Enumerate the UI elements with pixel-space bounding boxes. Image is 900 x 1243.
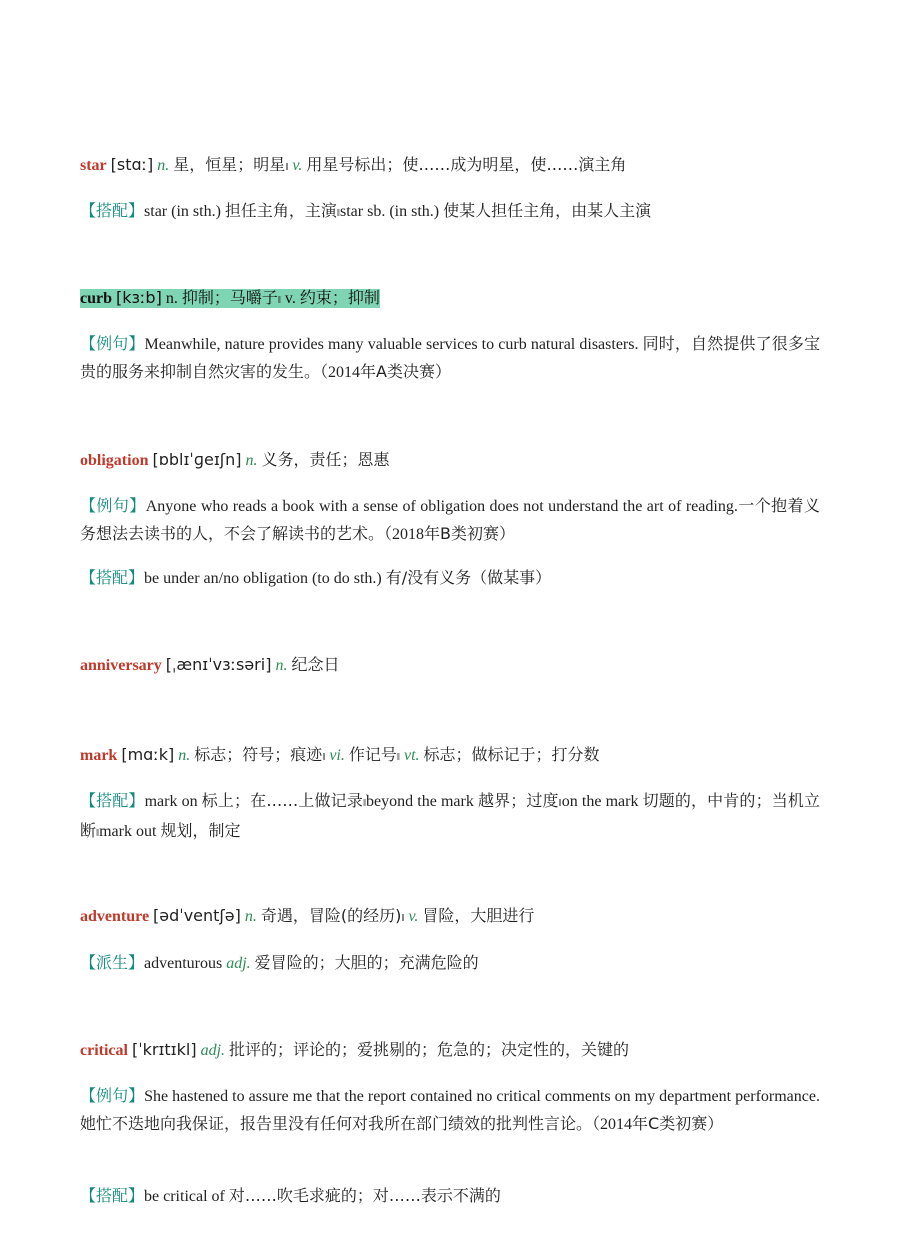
part-of-speech: adj.	[226, 955, 251, 972]
collocation-cn: 切题的，中肯的；当机立断	[80, 791, 820, 840]
collocation-cn: 使某人担任主角，由某人主演	[443, 201, 652, 220]
separator: ‖	[396, 751, 400, 763]
separator: ‖	[322, 751, 326, 763]
part-of-speech: n.	[165, 290, 178, 307]
collocation-tag: 【搭配】	[80, 568, 145, 587]
headword: obligation	[80, 452, 149, 469]
headword: mark	[80, 747, 118, 764]
headword: adventure	[80, 908, 150, 925]
collocation-en: mark out	[99, 823, 161, 840]
phonetic: [mɑːk]	[121, 745, 175, 764]
definition: 作记号	[348, 745, 397, 764]
entry-anniversary-headline	[80, 651, 820, 679]
example-en: Anyone who reads a book with a sense of obligation does not understand the art of reading.	[145, 498, 738, 515]
highlight	[80, 289, 380, 308]
separator: ‖	[558, 797, 562, 809]
definition: 纪念日	[291, 655, 340, 674]
example-en: Meanwhile, nature provides many valuable services to curb natural disasters.	[144, 336, 643, 353]
phonetic: [ɒblɪˈɡeɪʃn]	[152, 450, 242, 469]
example-cn: 她忙不迭地向我保证，报告里没有任何对我所在部门绩效的批判性言论。（	[80, 1114, 601, 1133]
phonetic: [stɑː]	[110, 155, 154, 174]
entry-adventure-derivation	[80, 949, 820, 977]
example-source-year: 2014	[600, 1116, 633, 1133]
part-of-speech: v.	[292, 157, 303, 174]
separator: ‖	[362, 797, 367, 809]
headword: curb	[80, 290, 112, 307]
definition: 抑制；马嚼子	[181, 288, 278, 307]
part-of-speech: n.	[244, 908, 257, 925]
separator: ‖	[285, 161, 289, 173]
entry-curb-example	[80, 330, 820, 386]
phonetic: [ədˈventʃə]	[153, 906, 241, 925]
phonetic: [ˌænɪˈvɜːsəri]	[165, 655, 272, 674]
headword: anniversary	[80, 657, 162, 674]
part-of-speech: v.	[408, 908, 419, 925]
derivation-tag: 【派生】	[80, 953, 145, 972]
example-source: 年C类初赛）	[632, 1114, 724, 1133]
phonetic: [kɜːb]	[116, 288, 162, 307]
definition: 标志；做标记于；打分数	[423, 745, 600, 764]
collocation-en: beyond the mark	[366, 793, 478, 810]
example-source: 年B类初赛）	[424, 524, 515, 543]
part-of-speech: vi.	[329, 747, 345, 764]
part-of-speech: v.	[284, 290, 296, 307]
entry-obligation-headline	[80, 446, 820, 474]
definition: 星，恒星；明星	[173, 155, 286, 174]
example-source-year: 2014	[328, 364, 361, 381]
example-en: She hastened to assure me that the report contained no critical comments on my department performance.	[144, 1088, 820, 1105]
separator: ‖	[96, 827, 100, 839]
derivation-word: adventurous	[144, 955, 227, 972]
collocation-en: be critical of	[144, 1188, 229, 1205]
separator: ‖	[401, 912, 405, 924]
collocation-tag: 【搭配】	[80, 1186, 145, 1205]
collocation-cn: 越界；过度	[477, 791, 559, 810]
collocation-cn: 规划，制定	[160, 821, 241, 840]
entry-star-collocation	[80, 197, 820, 227]
entry-star-headline	[80, 151, 820, 181]
entry-critical-headline	[80, 1036, 820, 1064]
example-source: 年A类决赛）	[360, 362, 451, 381]
entry-mark-headline	[80, 741, 820, 771]
collocation-en: mark on	[144, 793, 202, 810]
example-tag: 【例句】	[80, 334, 145, 353]
part-of-speech: n.	[157, 157, 170, 174]
collocation-en: on the mark	[561, 793, 643, 810]
part-of-speech: adj.	[200, 1042, 226, 1059]
definition: 批评的；评论的；爱挑剔的；危急的；决定性的，关键的	[229, 1040, 630, 1059]
definition: 义务，责任；恩惠	[261, 450, 390, 469]
derivation-definition: 爱冒险的；大胆的；充满危险的	[254, 953, 479, 972]
entry-critical-collocation	[80, 1182, 820, 1210]
entry-critical-example	[80, 1082, 820, 1138]
definition: 约束；抑制	[299, 288, 380, 307]
entry-curb-headline	[80, 284, 820, 314]
definition: 奇遇，冒险(的经历)	[260, 906, 402, 925]
part-of-speech: n.	[245, 452, 258, 469]
collocation-tag: 【搭配】	[80, 201, 145, 220]
separator: ‖	[277, 294, 281, 306]
headword: star	[80, 157, 107, 174]
collocation-en: be under an/no obligation (to do sth.)	[144, 570, 386, 587]
headword: critical	[80, 1042, 128, 1059]
collocation-en: star (in sth.)	[144, 203, 225, 220]
collocation-cn: 有/没有义务（做某事）	[385, 568, 552, 587]
collocation-cn: 对……吹毛求疵的；对……表示不满的	[228, 1186, 501, 1205]
example-tag: 【例句】	[80, 496, 146, 515]
example-source-year: 2018	[392, 526, 425, 543]
separator: ‖	[336, 207, 340, 219]
definition: 冒险，大胆进行	[422, 906, 535, 925]
example-tag: 【例句】	[80, 1086, 145, 1105]
collocation-cn: 标上；在……上做记录	[201, 791, 363, 810]
example-cn: 一个抱着义务想法去读书的人，不会了解读书的艺术。（	[80, 496, 820, 543]
phonetic: [ˈkrɪtɪkl]	[131, 1040, 197, 1059]
entry-adventure-headline	[80, 902, 820, 932]
entry-obligation-collocation	[80, 564, 820, 592]
part-of-speech: n.	[178, 747, 191, 764]
entry-obligation-example	[80, 492, 820, 548]
entry-mark-collocation	[80, 787, 820, 847]
definition: 用星号标出；使……成为明星，使……演主角	[306, 155, 627, 174]
collocation-en: star sb. (in sth.)	[340, 203, 444, 220]
definition: 标志；符号；痕迹	[194, 745, 323, 764]
part-of-speech: vt.	[403, 747, 420, 764]
example-cn: 同时，自然提供了很多宝贵的服务来抑制自然灾害的发生。（	[80, 334, 820, 381]
collocation-tag: 【搭配】	[80, 791, 145, 810]
collocation-cn: 担任主角，主演	[224, 201, 337, 220]
part-of-speech: n.	[275, 657, 288, 674]
